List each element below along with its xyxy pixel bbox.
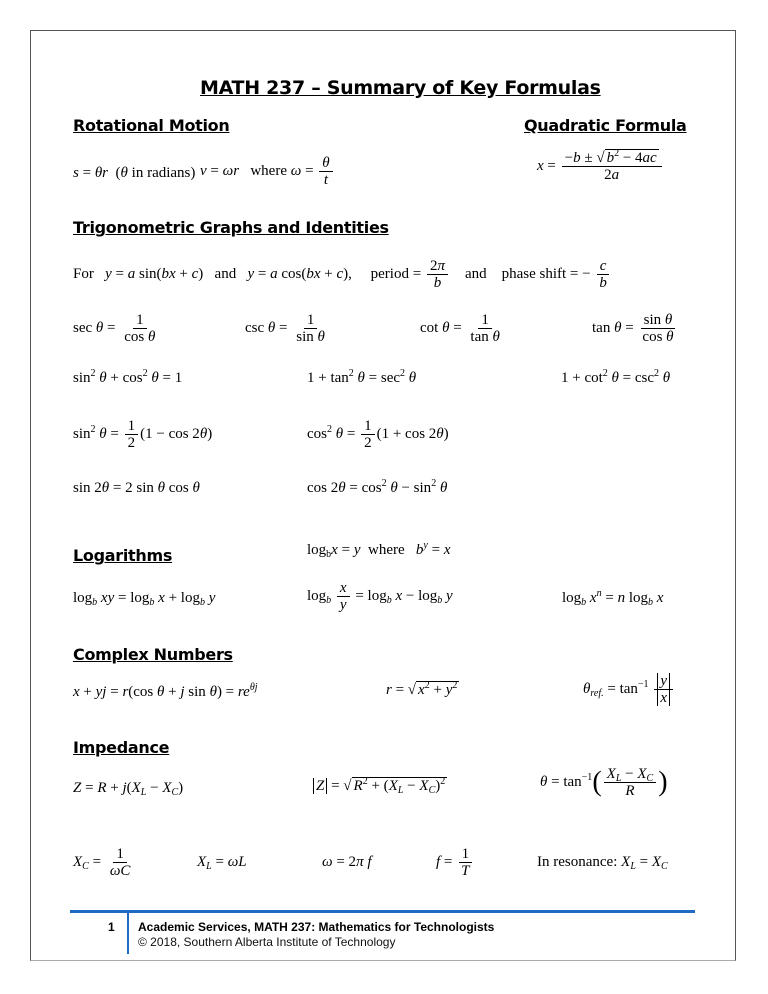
- footer-course: Academic Services, MATH 237: Mathematics for Technologists: [138, 920, 495, 934]
- formula-impedance: $Z = R + j(X_L - X_C)$: [73, 780, 184, 798]
- page-title: MATH 237 – Summary of Key Formulas: [200, 77, 601, 99]
- formula-log-product: $\log_b$ xy = $\log_b x + \log_b y$: [73, 590, 216, 608]
- formula-period-phase: For y = a sin(bx + c) and y = a cos(bx + c), period = $\frac{2\pi}{b}$ and phase shift = − $\frac{c}{b}$: [73, 258, 612, 291]
- formula-cos-double: $\cos 2\theta = \cos^2 \theta - \sin^2 \theta$: [307, 478, 448, 496]
- heading-quadratic-formula: Quadratic Formula: [524, 116, 687, 135]
- formula-pythagorean-3: $1 + \cot^2 \theta = \csc^2 \theta$: [561, 368, 671, 386]
- page-number: 1: [108, 920, 115, 934]
- footer-rule: [70, 910, 695, 913]
- formula-resonance: In resonance: $X_L = X_C$: [537, 854, 668, 872]
- formula-linear-velocity: v = ωr where ω = $\frac{\theta}{t}$: [200, 155, 335, 188]
- formula-cot: cot θ = $\frac{1}{\text{tan θ}}$: [420, 312, 500, 345]
- formula-arc-length: s = θr (θ in radians): [73, 165, 196, 181]
- formula-log-power: $\log_b x^n = n$ $\log_b x$: [562, 588, 664, 608]
- formula-inductive-reactance: $X_L = \omega L$: [197, 854, 247, 872]
- formula-csc: csc θ = $\frac{1}{\text{sin θ}}$: [245, 312, 325, 345]
- formula-reference-angle: $\theta_{ref.} = \tan^{-1}$ $\frac{y}{x}$: [583, 673, 675, 706]
- formula-angular-frequency: ω = 2π f: [322, 854, 372, 870]
- formula-complex-modulus: r = √ $x^2 + y^2$: [386, 680, 458, 698]
- heading-impedance: Impedance: [73, 738, 170, 757]
- formula-sin-double: sin 2θ = 2 sin θ cos θ: [73, 480, 200, 496]
- formula-sin-squared: $\sin^2 \theta$ = $\frac{1}{2}$ (1 − cos 2θ): [73, 418, 213, 451]
- formula-quadratic: x = $\frac{-b \pm √ b^2 - 4ac}{2a}$: [537, 150, 664, 183]
- formula-pythagorean-2: $1 + \tan^2 \theta = \sec^2 \theta$: [307, 368, 417, 386]
- heading-complex-numbers: Complex Numbers: [73, 645, 233, 664]
- formula-log-quotient: $\log_b$ $\frac{x}{y}$ = $\log_b x - \log_b y$: [307, 580, 453, 613]
- footer-copyright: © 2018, Southern Alberta Institute of Technology: [138, 935, 396, 949]
- formula-cos-squared: $\cos^2 \theta$ = $\frac{1}{2}$ (1 + cos 2θ): [307, 418, 449, 451]
- formula-complex-polar: x + yj = r(cos θ + j $\sin \theta) = re^{\theta j}$: [73, 682, 258, 700]
- formula-sec: sec θ = $\frac{1}{\text{cos θ}}$: [73, 312, 156, 345]
- footer-divider: [127, 913, 129, 954]
- formula-impedance-magnitude: Z = √ $R^2 + (X_L - X_C)^2$: [313, 778, 447, 795]
- resonance-label: In resonance:: [537, 854, 618, 870]
- heading-rotational-motion: Rotational Motion: [73, 116, 230, 135]
- formula-log-definition: $\log_bx = y$ where $b^y = x$: [307, 540, 451, 560]
- formula-frequency: f = $\frac{1}{T}$: [436, 846, 474, 879]
- formula-phase-angle: $\theta = \tan^{-1}$( $\frac{X_L - X_C}{R}$ ): [540, 766, 668, 799]
- formula-pythagorean-1: $\sin^2 \theta + \cos^2 \theta = 1$: [73, 368, 183, 386]
- heading-trig: Trigonometric Graphs and Identities: [73, 218, 389, 237]
- formula-tan: tan θ = $\frac{\text{sin θ}}{\text{cos θ}}$: [592, 312, 674, 345]
- heading-logarithms: Logarithms: [73, 546, 173, 565]
- formula-capacitive-reactance: $X_C$ = $\frac{1}{\omega C}$: [73, 846, 131, 879]
